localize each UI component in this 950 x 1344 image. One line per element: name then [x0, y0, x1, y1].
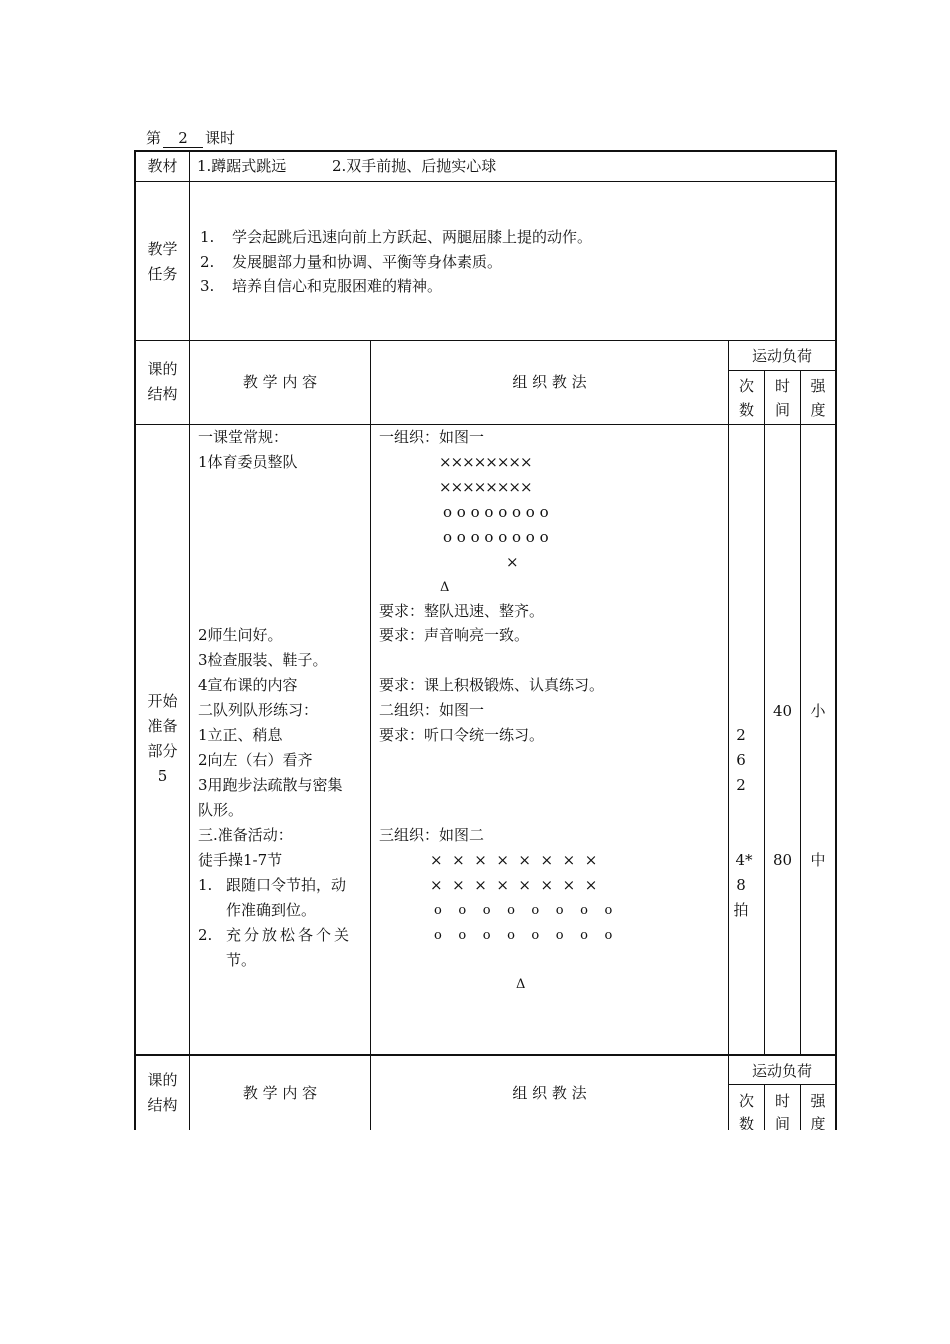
method-line: 要求：声音响亮一致。 [379, 626, 530, 644]
content-line: 队形。 [198, 801, 244, 819]
section-label-line3: 部分 [147, 742, 178, 760]
method-line: 要求：课上积极锻炼、认真练习。 [379, 676, 605, 694]
load-subheader-line-2 [728, 1084, 837, 1085]
divider-tasks [134, 340, 837, 341]
table-border-left [134, 150, 136, 1130]
header-content: 教 学 内 容 [242, 373, 318, 391]
method-line: 一组织：如图一 [379, 428, 485, 446]
intensity-value: 小 [810, 702, 826, 720]
figure2-row-4: o o o o o o o o [434, 928, 613, 943]
lesson-plan-table [134, 150, 837, 1130]
content-line: 3用跑步法疏散与密集 [198, 776, 343, 794]
header-count-line2: 数 [738, 401, 754, 419]
figure2-teacher: Δ [516, 977, 526, 992]
footer-count-line2: 数 [738, 1115, 754, 1130]
figure1-teacher: Δ [440, 580, 450, 595]
table-border-top [134, 150, 837, 152]
content-line: 1立正、稍息 [198, 726, 283, 744]
lesson-heading-suffix: 课时 [205, 129, 236, 147]
content-line: 2师生问好。 [198, 626, 283, 644]
header-intensity-line1: 强 [810, 377, 826, 395]
figure1-leader: × [506, 553, 519, 571]
figure1-row-4: o o o o o o o o [443, 528, 549, 546]
count-value: 2 [736, 776, 746, 794]
footer-structure-line1: 课的 [147, 1071, 178, 1089]
content-line: 1体育委员整队 [198, 453, 298, 471]
figure2-row-1: × × × × × × × × [430, 851, 598, 869]
method-line: 三组织：如图二 [379, 826, 485, 844]
content-list-line1-2: 充分放松各个关 [226, 926, 353, 944]
materials-item-2: 2.双手前抛、后抛实心球 [332, 157, 497, 175]
header-structure-line1: 课的 [147, 360, 178, 378]
footer-time-line2: 间 [774, 1115, 790, 1130]
header-method: 组 织 教 法 [512, 373, 587, 391]
footer-method: 组 织 教 法 [512, 1084, 587, 1102]
content-line: 二队列队形练习： [198, 701, 319, 719]
count-value: 8 [736, 876, 746, 894]
content-line: 4宣布课的内容 [198, 676, 298, 694]
task-text-1: 学会起跳后迅速向前上方跃起、两腿屈膝上提的动作。 [232, 228, 593, 246]
figure1-row-3: o o o o o o o o [443, 503, 549, 521]
footer-count-line1: 次 [738, 1092, 754, 1110]
task-num-1: 1. [200, 228, 215, 246]
materials-label: 教材 [147, 157, 178, 175]
footer-structure-line2: 结构 [147, 1096, 178, 1114]
materials-item-1: 1.蹲踞式跳远 [197, 157, 287, 175]
lesson-number: 2 [163, 129, 203, 148]
section-label-line2: 准备 [147, 717, 178, 735]
section-label-line1: 开始 [147, 692, 178, 710]
divider-section [134, 1054, 837, 1056]
lesson-heading [146, 127, 235, 148]
figure2-row-2: × × × × × × × × [430, 876, 598, 894]
count-value: 拍 [733, 901, 749, 919]
count-value: 2 [736, 726, 746, 744]
header-intensity-line2: 度 [810, 401, 826, 419]
tasks-label-line1: 教学 [147, 240, 178, 258]
content-list-line2-2: 节。 [226, 951, 257, 969]
header-structure-line2: 结构 [147, 385, 178, 403]
content-line: 2向左（右）看齐 [198, 751, 313, 769]
tasks-label-line2: 任务 [147, 265, 178, 283]
task-num-2: 2. [200, 253, 215, 271]
task-num-3: 3. [200, 277, 215, 295]
figure1-row-2: ×××××××× [439, 478, 532, 496]
footer-load: 运动负荷 [751, 1062, 812, 1080]
task-text-3: 培养自信心和克服困难的精神。 [232, 277, 443, 295]
divider-materials [134, 181, 837, 182]
section-label-line4: 5 [157, 767, 168, 785]
figure2-row-3: o o o o o o o o [434, 903, 613, 918]
header-load: 运动负荷 [751, 347, 812, 365]
figure1-row-1: ×××××××× [439, 453, 532, 471]
method-line: 二组织：如图一 [379, 701, 485, 719]
content-list-num-2: 2. [198, 926, 213, 944]
col-label-divider [189, 150, 190, 1130]
method-line: 要求：听口令统一练习。 [379, 726, 545, 744]
lesson-heading-prefix: 第 [146, 129, 162, 147]
content-line: 徒手操1-7节 [198, 851, 283, 869]
load-subheader-line [728, 370, 837, 371]
intensity-value: 中 [810, 851, 826, 869]
footer-time-line1: 时 [774, 1092, 790, 1110]
content-line: 3检查服装、鞋子。 [198, 651, 328, 669]
header-count-line1: 次 [738, 377, 754, 395]
task-text-2: 发展腿部力量和协调、平衡等身体素质。 [232, 253, 503, 271]
content-list-num-1: 1. [198, 876, 213, 894]
footer-content: 教 学 内 容 [242, 1084, 318, 1102]
count-value: 4* [735, 851, 753, 869]
count-value: 6 [736, 751, 746, 769]
table-border-right [835, 150, 837, 1130]
method-line: 要求：整队迅速、整齐。 [379, 602, 545, 620]
footer-intensity-line1: 强 [810, 1092, 826, 1110]
content-line: 三.准备活动： [198, 826, 293, 844]
time-value: 80 [772, 851, 793, 869]
footer-intensity-line2: 度 [810, 1115, 826, 1130]
col-content-divider [370, 340, 371, 1130]
header-time-line1: 时 [774, 377, 790, 395]
content-list-line2-1: 作准确到位。 [226, 901, 317, 919]
content-line: 一课堂常规： [198, 428, 289, 446]
header-time-line2: 间 [774, 401, 790, 419]
content-list-line1-1: 跟随口令节拍，动 [226, 876, 347, 894]
time-value: 40 [772, 702, 793, 720]
